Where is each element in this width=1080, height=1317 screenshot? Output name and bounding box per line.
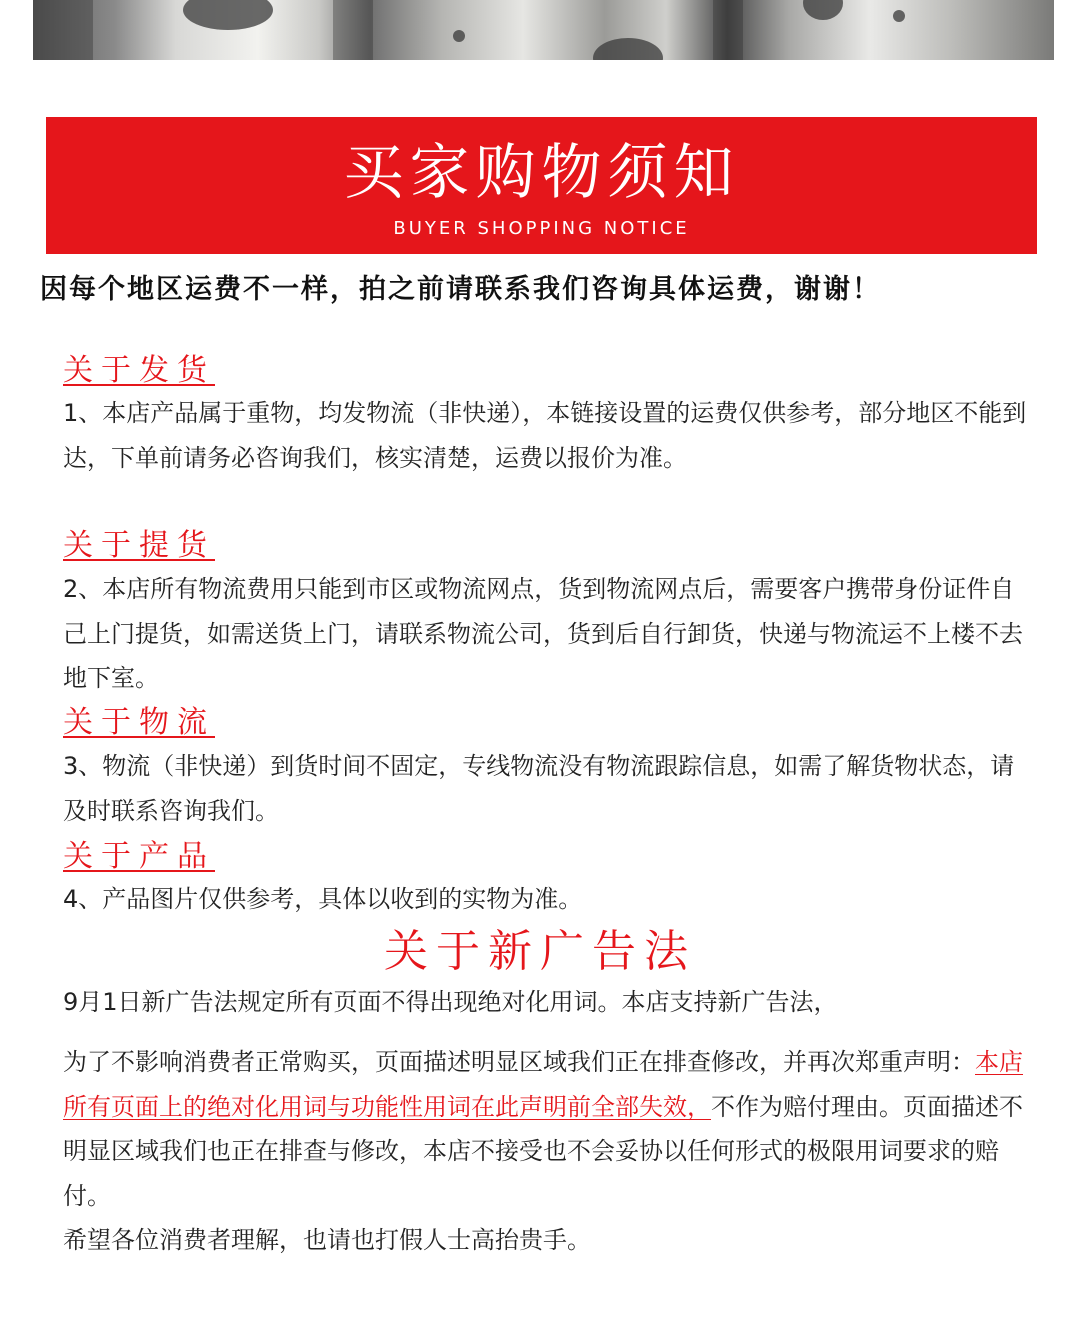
section-heading-shipping: 关于发货 bbox=[63, 353, 215, 388]
banner-title: 买家购物须知 bbox=[343, 138, 740, 208]
section-body-logistics: 3、物流（非快递）到货时间不固定，专线物流没有物流跟踪信息，如需了解货物状态，请及时联系咨询我们。 bbox=[63, 752, 1015, 825]
section-body-product: 4、产品图片仅供参考，具体以收到的实物为准。 bbox=[63, 885, 583, 913]
ad-law-intro: 9月1日新广告法规定所有页面不得出现绝对化用词。本店支持新广告法， bbox=[63, 988, 838, 1016]
ad-law-closing: 希望各位消费者理解，也请也打假人士高抬贵手。 bbox=[63, 1226, 591, 1254]
ad-law-heading: 关于新广告法 bbox=[384, 926, 696, 977]
section-body-pickup: 2、本店所有物流费用只能到市区或物流网点，货到物流网点后，需要客户携带身份证件自己上门提货，如需送货上门，请联系物流公司，货到后自行卸货，快递与物流运不上楼不去地下室。 bbox=[63, 575, 1023, 692]
section-heading-product: 关于产品 bbox=[63, 839, 215, 874]
banner-subtitle: BUYER SHOPPING NOTICE bbox=[393, 218, 690, 239]
notice-banner bbox=[46, 117, 1037, 254]
ad-law-statement bbox=[63, 1040, 1038, 1218]
ad-law-statement-tail: 不作为赔付理由。页面描述不明显区域我们也正在排查与修改，本店不接受也不会妥协以任何形式的极限用词要求的赔付。 bbox=[63, 1092, 1023, 1210]
shipping-cost-note: 因每个地区运费不一样，拍之前请联系我们咨询具体运费，谢谢！ bbox=[40, 274, 881, 305]
ad-law-statement-lead: 为了不影响消费者正常购买，页面描述明显区域我们正在排查修改，并再次郑重声明： bbox=[63, 1048, 975, 1076]
ad-law-statement-highlight: 本店所有页面上的绝对化用词与功能性用词在此声明前全部失效， bbox=[63, 1048, 1023, 1121]
section-heading-logistics: 关于物流 bbox=[63, 705, 215, 740]
section-heading-pickup: 关于提货 bbox=[63, 528, 215, 563]
section-body-shipping: 1、本店产品属于重物，均发物流（非快递），本链接设置的运费仅供参考，部分地区不能到达，下单前请务必咨询我们，核实清楚，运费以报价为准。 bbox=[63, 399, 1027, 472]
product-photo-strip bbox=[33, 0, 1054, 60]
